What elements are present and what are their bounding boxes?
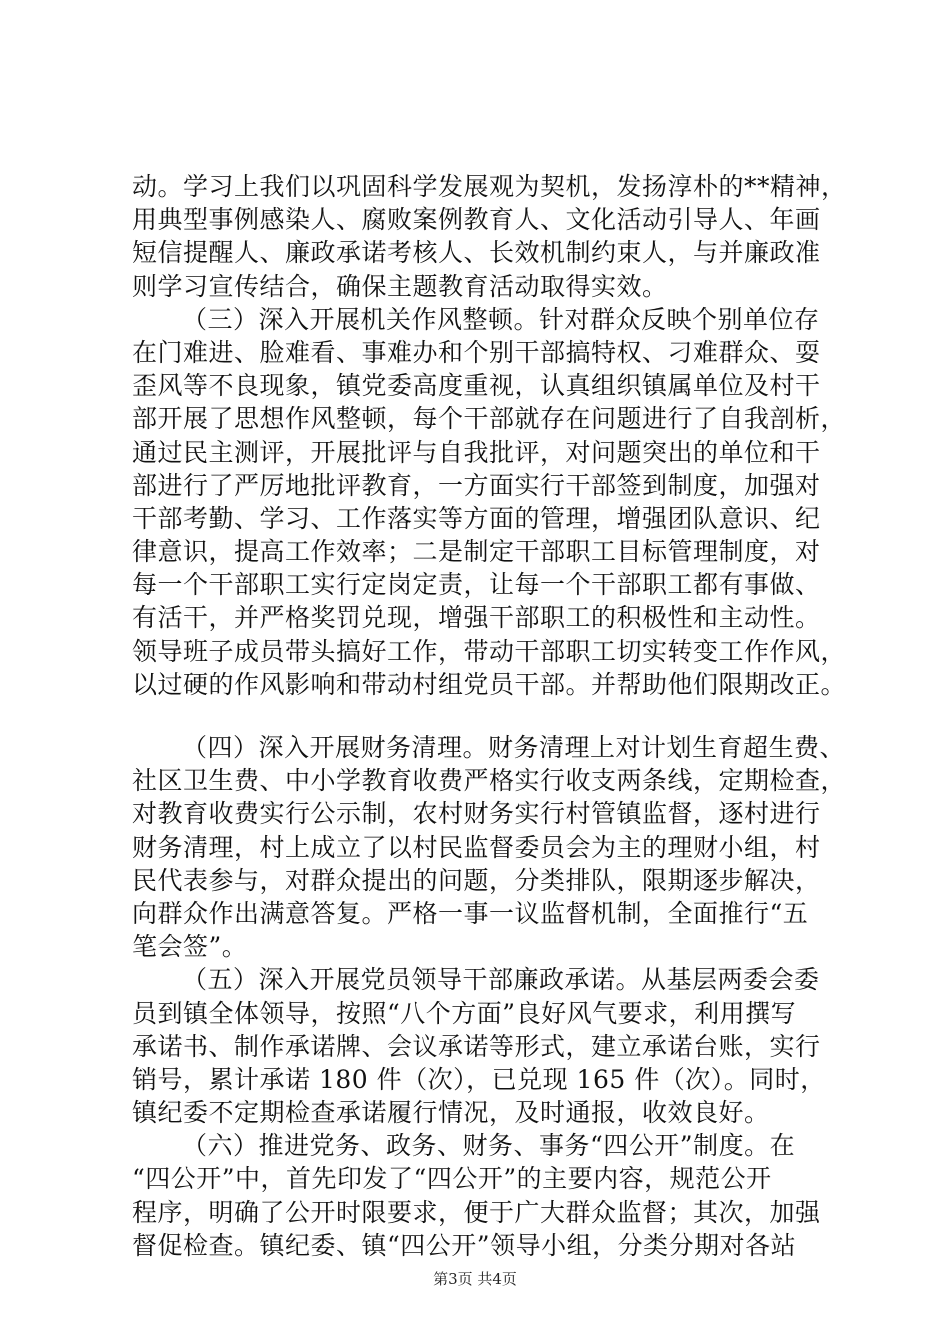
text-line: 有活干，并严格奖罚兑现，增强干部职工的积极性和主动性。 [132, 603, 821, 633]
text-line: 承诺书、制作承诺牌、会议承诺等形式，建立承诺台账，实行 [132, 1031, 821, 1061]
text-line: （三）深入开展机关作风整顿。针对群众反映个别单位存 [182, 304, 820, 334]
text-line: （五）深入开展党员领导干部廉政承诺。从基层两委会委 [182, 965, 820, 995]
text-line: “四公开”中，首先印发了“四公开”的主要内容，规范公开 [132, 1164, 772, 1194]
paragraph-section-6 [132, 1129, 832, 1262]
text-line: 财务清理，村上成立了以村民监督委员会为主的理财小组，村 [132, 832, 821, 862]
text-line: 员到镇全体领导，按照“八个方面”良好风气要求，利用撰写 [132, 998, 797, 1028]
text-line: 社区卫生费、中小学教育收费严格实行收支两条线，定期检查， [132, 766, 847, 796]
text-line: 督促检查。镇纪委、镇“四公开”领导小组，分类分期对各站 [132, 1230, 797, 1260]
paragraph-gap [132, 701, 832, 731]
text-line: 以过硬的作风影响和带动村组党员干部。并帮助他们限期改正。 [132, 669, 847, 699]
text-line: 笔会签”。 [132, 932, 248, 962]
paragraph-continuation [132, 170, 847, 303]
text-line: 向群众作出满意答复。严格一事一议监督机制，全面推行“五 [132, 898, 809, 928]
page-number-footer: 第3页 共4页 [433, 1270, 517, 1288]
text-line: 通过民主测评，开展批评与自我批评，对问题突出的单位和干 [132, 437, 821, 467]
text-line: 部开展了思想作风整顿，每个干部就存在问题进行了自我剖析， [132, 404, 847, 434]
text-line: （六）推进党务、政务、财务、事务“四公开”制度。在 [182, 1131, 796, 1161]
text-line: 民代表参与，对群众提出的问题，分类排队，限期逐步解决， [132, 865, 821, 895]
text-line: 领导班子成员带头搞好工作，带动干部职工切实转变工作作风， [132, 636, 847, 666]
text-line: 短信提醒人、廉政承诺考核人、长效机制约束人，与并廉政准 [132, 238, 821, 268]
text-line: 对教育收费实行公示制，农村财务实行村管镇监督，逐村进行 [132, 799, 821, 829]
paragraph-section-5 [132, 963, 832, 1129]
paragraph-section-3 [132, 303, 847, 701]
text-line: （四）深入开展财务清理。财务清理上对计划生育超生费、 [182, 733, 846, 762]
text-line: 镇纪委不定期检查承诺履行情况，及时通报，收效良好。 [132, 1098, 770, 1128]
text-line: 每一个干部职工实行定岗定责，让每一个干部职工都有事做、 [132, 570, 821, 600]
paragraph-section-4 [132, 731, 847, 963]
text-line: 销号，累计承诺 180 件（次），已兑现 165 件（次）。同时， [132, 1064, 826, 1094]
text-line: 部进行了严厉地批评教育，一方面实行干部签到制度，加强对 [132, 470, 821, 500]
text-line: 用典型事例感染人、腐败案例教育人、文化活动引导人、年画 [132, 205, 821, 235]
text-line: 则学习宣传结合，确保主题教育活动取得实效。 [132, 271, 668, 301]
text-line: 动。学习上我们以巩固科学发展观为契机，发扬淳朴的**精神， [132, 172, 847, 201]
text-line: 在门难进、脸难看、事难办和个别干部搞特权、刁难群众、耍 [132, 337, 821, 367]
text-line: 干部考勤、学习、工作落实等方面的管理，增强团队意识、纪 [132, 503, 821, 533]
text-line: 歪风等不良现象，镇党委高度重视，认真组织镇属单位及村干 [132, 371, 821, 401]
text-line: 程序，明确了公开时限要求，便于广大群众监督；其次，加强 [132, 1197, 821, 1227]
document-body [132, 170, 847, 1262]
text-line: 律意识，提高工作效率；二是制定干部职工目标管理制度，对 [132, 537, 821, 567]
